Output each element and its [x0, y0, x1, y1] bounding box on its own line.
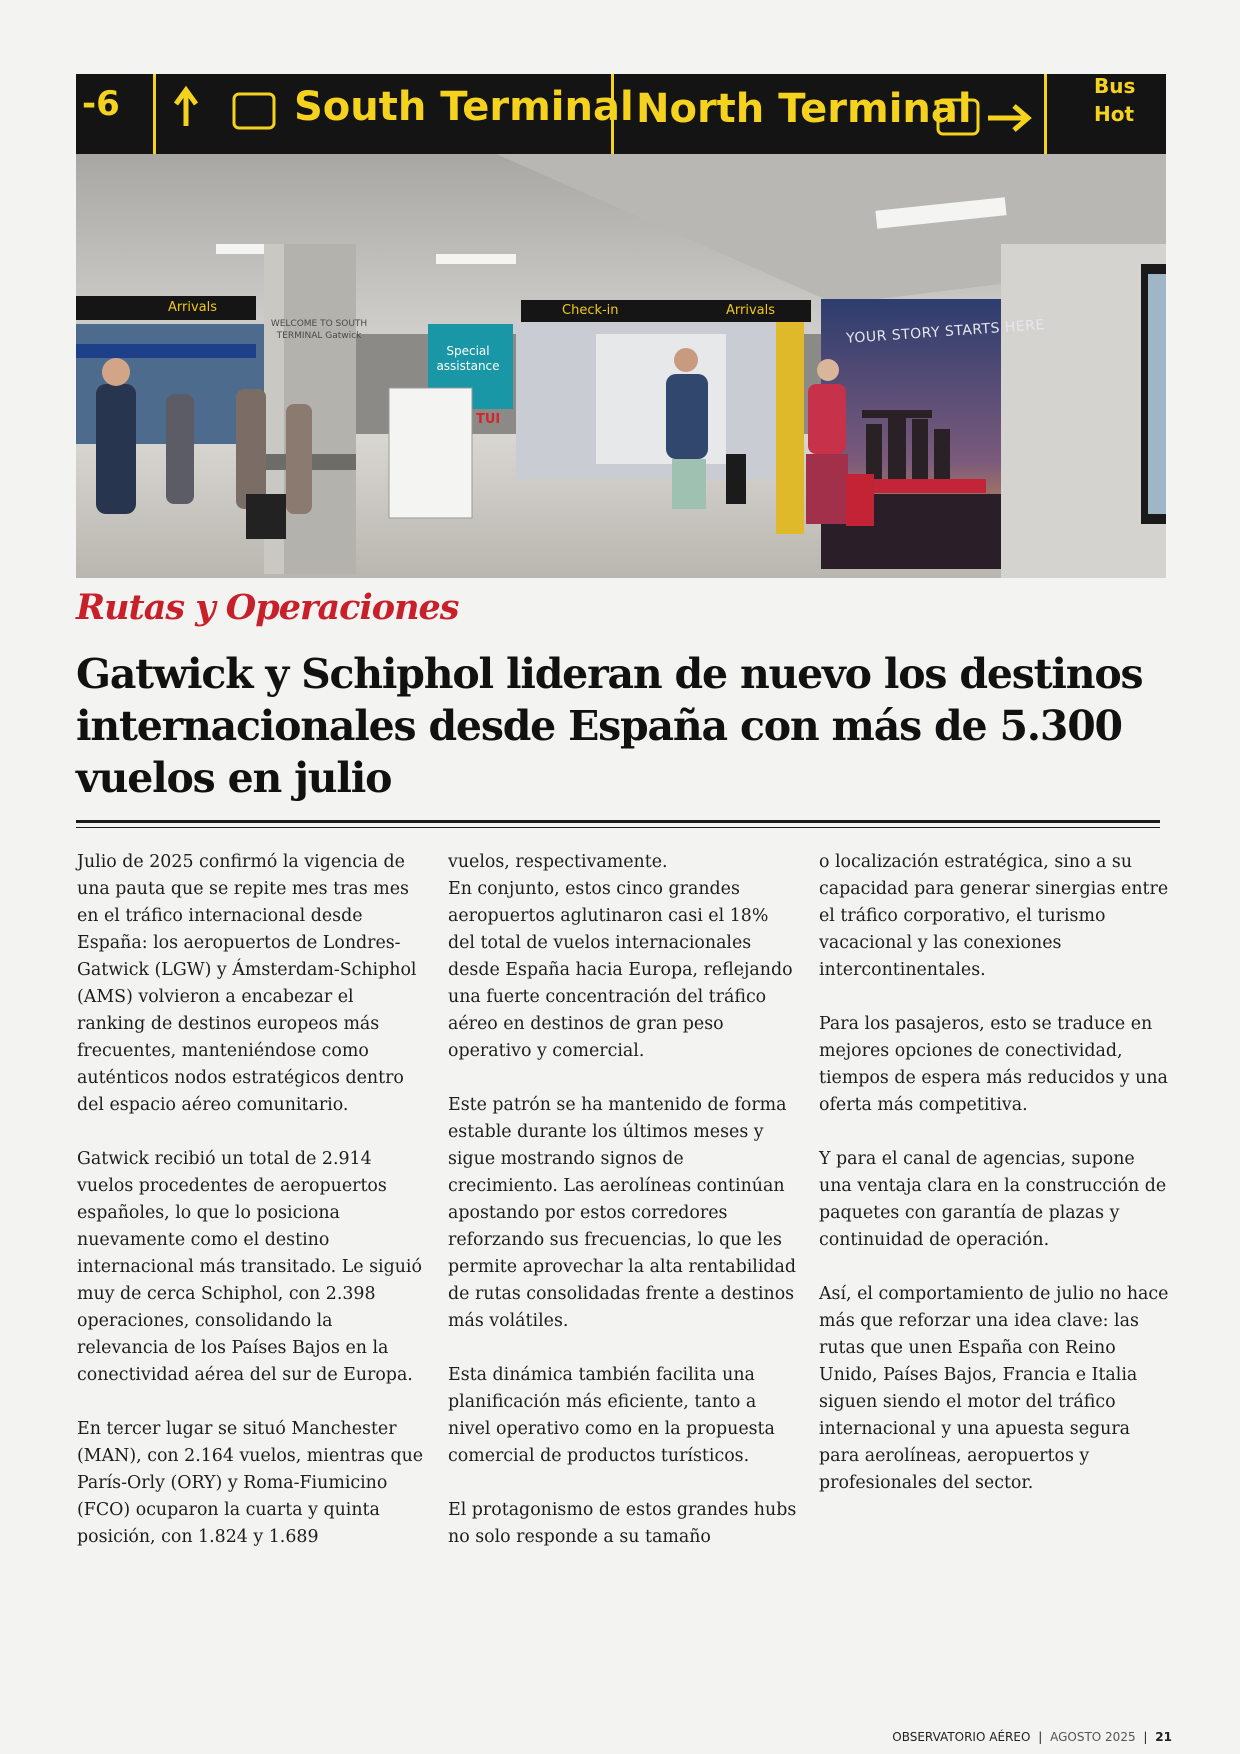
text-column-1 [77, 849, 427, 1578]
paragraph: Julio de 2025 confirmó la vigencia de una pauta que se repite mes tras mes en el tráfico internacional desde España: los aeropuertos de Londres-Gatwick (LGW) y Ámsterdam-Schiphol (AMS) volvieron a encabezar el ranking de destinos europeos más frecuentes, manteniéndose como auténticos nodos estratégicos dentro del espacio aéreo comunitario. [77, 852, 417, 1115]
paragraph: o localización estratégica, sino a su capacidad para generar sinergias entre el tráfico corporativo, el turismo vacacional y las conexiones intercontinentales. [819, 852, 1169, 980]
headline-divider [76, 820, 1160, 823]
billboard-text: YOUR STORY STARTS HERE [845, 317, 1046, 347]
south-terminal-sign: South Terminal [294, 84, 634, 130]
special-assistance-sign: Special assistance [436, 344, 500, 373]
gate-number-sign: -6 [82, 84, 120, 124]
north-terminal-sign: North Terminal [636, 86, 972, 132]
paragraph: Así, el comportamiento de julio no hace más que reforzar una idea clave: las rutas que unen España con Reino Unido, Países Bajos, Francia e Italia siguen siendo el motor del tráfico internacional y una apuesta segura para aerolíneas, aeropuertos y profesionales del sector. [819, 1284, 1169, 1493]
publication-name: OBSERVATORIO AÉREO [892, 1730, 1031, 1744]
paragraph: En conjunto, estos cinco grandes aeropuertos aglutinaron casi el 18% del total de vuelos internacionales desde España hacia Europa, reflejando una fuerte concentración del tráfico aéreo en destinos de gran peso operativo y comercial. [448, 879, 793, 1061]
bus-sign: Bus [1094, 74, 1136, 98]
text-column-3 [819, 849, 1169, 1524]
page-footer [892, 1730, 1172, 1744]
pillar-welcome-text: WELCOME TO SOUTH TERMINAL Gatwick [270, 319, 368, 341]
paragraph: El protagonismo de estos grandes hubs no solo responde a su tamaño [448, 1500, 797, 1547]
issue-date: AGOSTO 2025 [1050, 1730, 1136, 1744]
check-in-sign: Check-in [562, 303, 619, 318]
paragraph: Para los pasajeros, esto se traduce en mejores opciones de conectividad, tiempos de espera más reducidos y una oferta más competitiva. [819, 1014, 1168, 1115]
section-title: Rutas y Operaciones [76, 587, 459, 628]
paragraph: Esta dinámica también facilita una planificación más eficiente, tanto a nivel operativo como en la propuesta comercial de productos turísticos. [448, 1365, 775, 1466]
footer-separator: | [1038, 1730, 1043, 1744]
paragraph: En tercer lugar se situó Manchester (MAN), con 2.164 vuelos, mientras que París-Orly (ORY) y Roma-Fiumicino (FCO) ocuparon la cuarta y quinta posición, con 1.824 y 1.689 [77, 1419, 424, 1547]
footer-separator: | [1143, 1730, 1148, 1744]
hotel-sign: Hot [1094, 102, 1135, 126]
paragraph: Este patrón se ha mantenido de forma estable durante los últimos meses y sigue mostrando signos de crecimiento. Las aerolíneas continúan apostando por estos corredores reforzando sus frecuencias, lo que les permite aprovechar la alta rentabilidad de rutas consolidadas frente a destinos más volátiles. [448, 1095, 797, 1331]
arrivals-right-sign: Arrivals [726, 303, 776, 318]
text-column-2 [448, 849, 798, 1578]
article-headline: Gatwick y Schiphol lideran de nuevo los destinos internacionales desde España con más de 5.300 vuelos en julio [76, 650, 1143, 802]
paragraph: vuelos, respectivamente. [448, 852, 668, 872]
tui-sign: TUI [476, 412, 501, 427]
article-photo [76, 74, 1166, 578]
paragraph: Gatwick recibió un total de 2.914 vuelos procedentes de aeropuertos españoles, lo que lo posiciona nuevamente como el destino internacional más transitado. Le siguió muy de cerca Schiphol, con 2.398 operaciones, consolidando la relevancia de los Países Bajos en la conectividad aérea del sur de Europa. [77, 1149, 422, 1385]
arrivals-left-sign: Arrivals [168, 300, 218, 315]
headline-divider-thin [76, 827, 1160, 828]
paragraph: Y para el canal de agencias, supone una ventaja clara en la construcción de paquetes con garantía de plazas y continuidad de operación. [819, 1149, 1167, 1250]
page-number: 21 [1155, 1730, 1172, 1744]
